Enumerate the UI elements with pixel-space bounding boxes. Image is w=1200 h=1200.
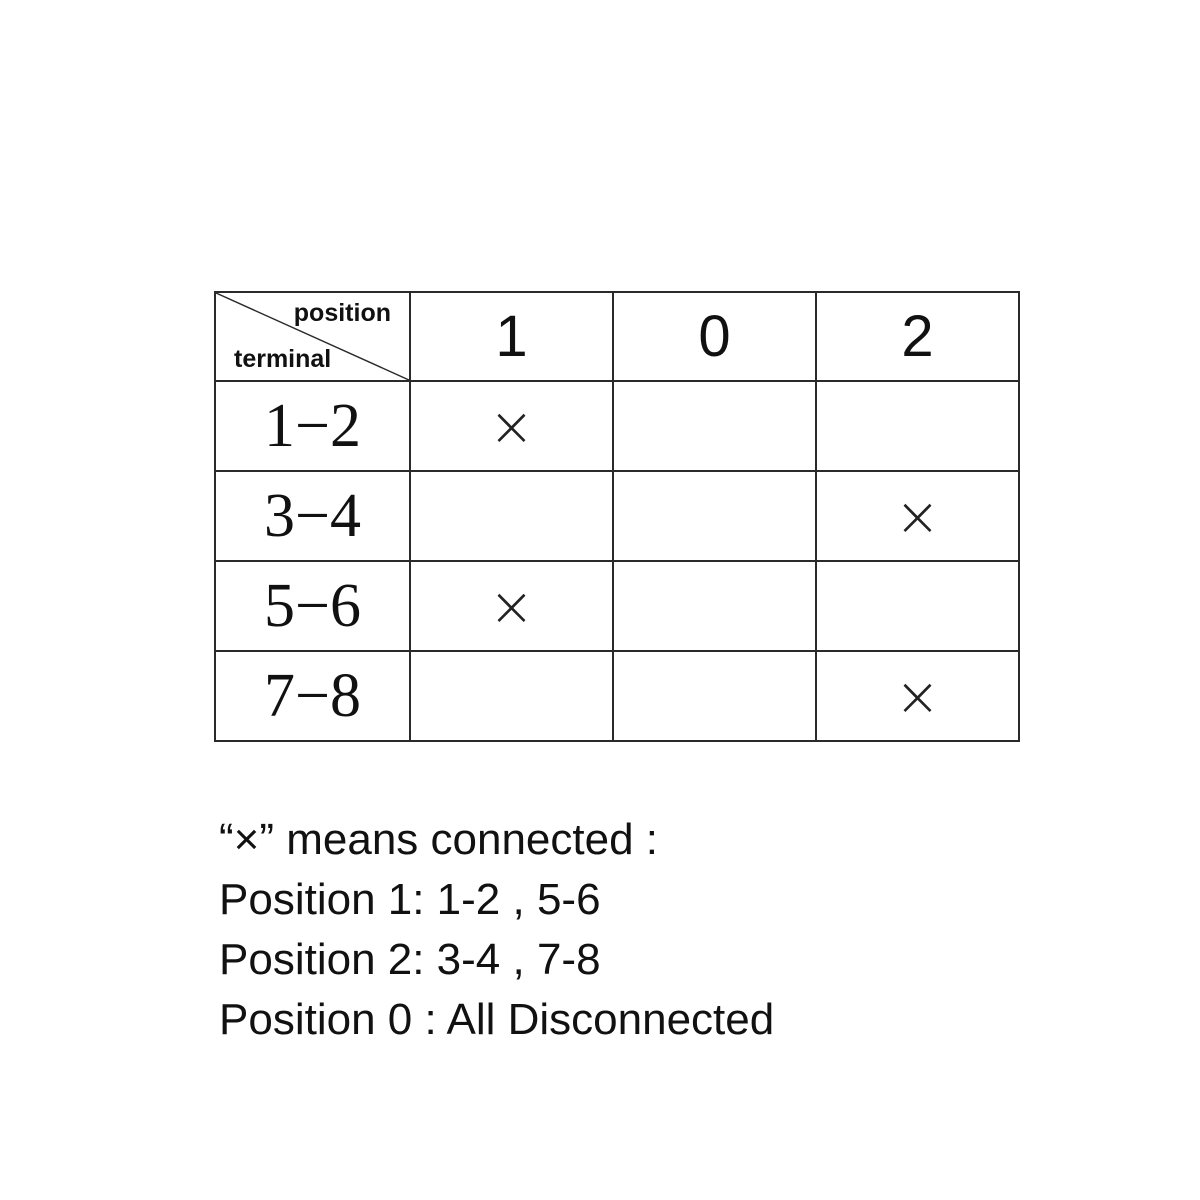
legend-line-position-2: Position 2: 3-4 , 7-8 [219, 935, 601, 984]
legend [219, 810, 774, 1050]
legend-line-meaning: “×” means connected : [219, 815, 659, 864]
connected-mark: × [488, 394, 535, 458]
connection-cell [613, 651, 816, 741]
connection-cell [410, 471, 613, 561]
table-row [215, 471, 1019, 561]
connection-cell [613, 471, 816, 561]
connected-mark: × [488, 574, 535, 638]
legend-line-position-0: Position 0 : All Disconnected [219, 995, 775, 1044]
legend-line-position-1: Position 1: 1-2 , 5-6 [219, 875, 601, 924]
corner-header-cell [215, 292, 410, 381]
connection-cell [613, 561, 816, 651]
connection-cell [816, 471, 1019, 561]
table-row [215, 381, 1019, 471]
position-header-2: 2 [816, 292, 1019, 381]
terminal-label: 5−6 [215, 561, 410, 651]
connection-cell [816, 561, 1019, 651]
table-row [215, 561, 1019, 651]
position-header-1: 1 [410, 292, 613, 381]
position-header-0: 0 [613, 292, 816, 381]
terminal-label: 7−8 [215, 651, 410, 741]
connected-mark: × [894, 484, 941, 548]
table-header-row [215, 292, 1019, 381]
connected-mark: × [894, 664, 941, 728]
terminal-label: 3−4 [215, 471, 410, 561]
connection-cell [816, 381, 1019, 471]
table-row [215, 651, 1019, 741]
connection-cell [410, 381, 613, 471]
switch-position-table [214, 291, 1020, 742]
connection-cell [613, 381, 816, 471]
corner-position-label: position [293, 299, 391, 327]
connection-cell [816, 651, 1019, 741]
connection-cell [410, 651, 613, 741]
corner-terminal-label: terminal [234, 345, 332, 373]
connection-cell [410, 561, 613, 651]
terminal-label: 1−2 [215, 381, 410, 471]
